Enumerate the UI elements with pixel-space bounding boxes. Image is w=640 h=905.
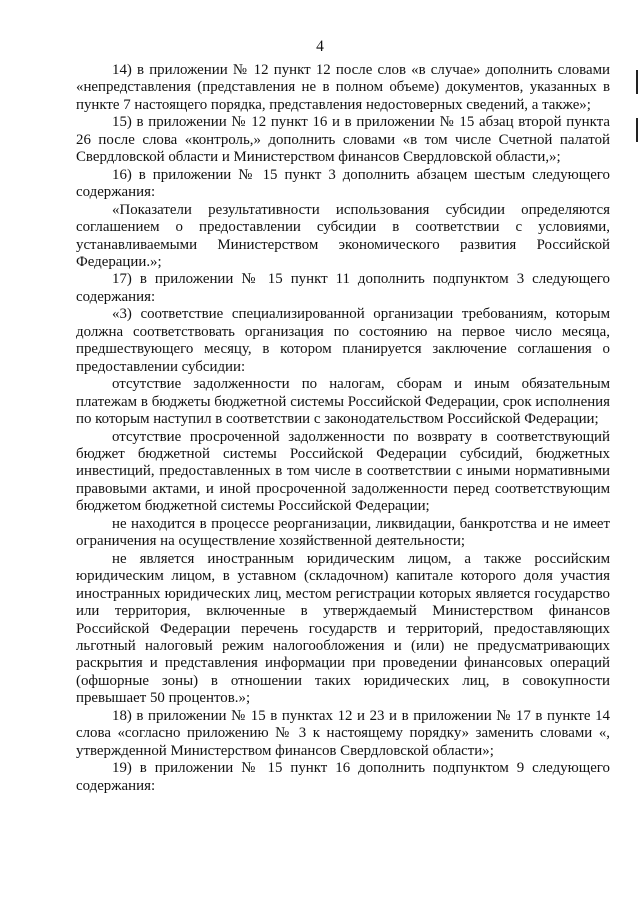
paragraph-17: 17) в приложении № 15 пункт 11 дополнить подпунктом 3 следующего содержания: bbox=[76, 271, 610, 305]
paragraph-not-foreign-entity: не является иностранным юридическим лицом, а также российским юридическим лицом, в уставном (складочном) капитале которого доля участия иностранных юридических лиц, местом регистрации которых является государство или территория, включенные в утверждаемый Министерством финансов Российской Федерации перечень государств и территорий, предоставляющих льготный налоговый режим налогообложения и (или) не предусматривающих раскрытия и представления информации при проведении финансовых операций (офшорные зоны) в отношении таких юридических лиц, в совокупности превышает 50 процентов.»; bbox=[76, 550, 610, 707]
paragraph-14: 14) в приложении № 12 пункт 12 после слов «в случае» дополнить словами «непредставления (представления не в полном объеме) документов, указанных в пункте 7 настоящего порядка, представления недостоверных сведений, а также»; bbox=[76, 62, 610, 113]
document-body bbox=[76, 62, 610, 795]
scan-edge-mark bbox=[636, 118, 638, 142]
paragraph-15: 15) в приложении № 12 пункт 16 и в приложении № 15 абзац второй пункта 26 после слова «контроль,» дополнить словами «в том числе Счетной палатой Свердловской области и Министерством финансов Свердловской области,»; bbox=[76, 114, 610, 166]
paragraph-17-subitem-3: «3) соответствие специализированной организации требованиям, которым должна соответствовать организация по состоянию на первое число месяца, предшествующего месяцу, в котором планируется заключение соглашения о предоставлении субсидии: bbox=[76, 306, 610, 375]
page-number: 4 bbox=[316, 38, 324, 55]
scan-edge-mark bbox=[636, 70, 638, 94]
paragraph-no-tax-debt: отсутствие задолженности по налогам, сборам и иным обязательным платежам в бюджеты бюджетной системы Российской Федерации, срок исполнения по которым наступил в соответствии с законодательством Российской Федерации; bbox=[76, 376, 610, 428]
paragraph-16: 16) в приложении № 15 пункт 3 дополнить абзацем шестым следующего содержания: bbox=[76, 166, 610, 201]
paragraph-18: 18) в приложении № 15 в пунктах 12 и 23 и в приложении № 17 в пункте 14 слова «согласно приложению № 3 к настоящему порядку» заменить словами «, утвержденной Министерством финансов Свердловской области»; bbox=[76, 707, 610, 759]
paragraph-no-reorganization: не находится в процессе реорганизации, ликвидации, банкротства и не имеет ограничения на осуществление хозяйственной деятельности; bbox=[76, 515, 610, 550]
paragraph-no-overdue-debt: отсутствие просроченной задолженности по возврату в соответствующий бюджет бюджетной системы Российской Федерации субсидий, бюджетных инвестиций, предоставленных в том числе в соответствии с иными нормативными правовыми актами, и иной просроченной задолженности перед соответствующим бюджетом бюджетной системы Российской Федерации; bbox=[76, 428, 610, 515]
paragraph-16-quote: «Показатели результативности использования субсидии определяются соглашением о предоставлении субсидии в соответствии с условиями, устанавливаемыми Министерством экономического развития Российской Федерации.»; bbox=[76, 201, 610, 270]
paragraph-19: 19) в приложении № 15 пункт 16 дополнить подпунктом 9 следующего содержания: bbox=[76, 760, 610, 794]
